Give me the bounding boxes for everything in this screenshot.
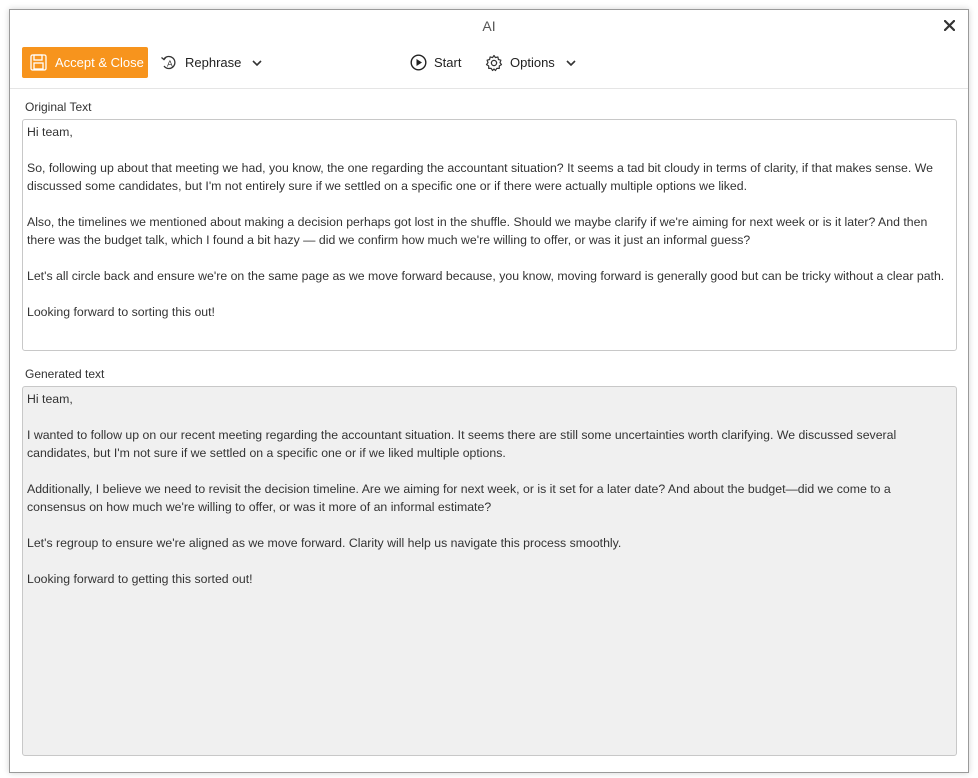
chevron-down-icon — [566, 60, 576, 66]
start-label: Start — [434, 55, 462, 70]
close-button[interactable] — [938, 14, 960, 36]
original-paragraph: Hi team, — [27, 125, 73, 139]
original-text-area[interactable] — [22, 119, 957, 351]
rephrase-label: Rephrase — [185, 55, 242, 70]
options-button[interactable] — [485, 47, 576, 78]
original-paragraph: Let's all circle back and ensure we're on the same page as we move forward because, you know, moving forward is generally good but can be tricky without a clear path. — [27, 269, 945, 283]
toolbar — [10, 40, 968, 89]
play-circle-icon — [410, 54, 427, 71]
window-title: AI — [482, 18, 496, 34]
generated-text-area[interactable] — [22, 386, 957, 756]
original-paragraph: Also, the timelines we mentioned about making a decision perhaps got lost in the shuffle. Should we maybe clarify if we're aiming for next week or is it later? And then there was the budget talk, which I found a bit hazy — did we confirm how much we're willing to offer, or was it just an informal guess? — [27, 215, 928, 247]
original-paragraph: So, following up about that meeting we had, you know, the one regarding the accountant situation? It seems a tad bit cloudy in terms of clarity, if that makes sense. We discussed some candidates, but I'm not entirely sure if we settled on a specific one or if there were actually multiple options we liked. — [27, 161, 933, 193]
options-label: Options — [510, 55, 555, 70]
svg-text:A: A — [167, 58, 173, 69]
generated-paragraph: Looking forward to getting this sorted out! — [27, 572, 253, 586]
title-bar — [10, 10, 968, 40]
rephrase-button[interactable] — [160, 47, 262, 78]
generated-paragraph: Additionally, I believe we need to revisit the decision timeline. Are we aiming for next week, or is it set for a later date? And about the budget—did we come to a consensus on how much we're willing to offer, or was it more of an informal estimate? — [27, 482, 891, 514]
original-text-label: Original Text — [25, 100, 92, 114]
generated-paragraph: Hi team, — [27, 392, 73, 406]
accept-close-button[interactable] — [22, 47, 148, 78]
save-icon — [30, 54, 47, 71]
rephrase-icon — [160, 54, 178, 71]
chevron-down-icon — [252, 60, 262, 66]
generated-text-label: Generated text — [25, 367, 105, 381]
gear-icon — [485, 54, 503, 72]
generated-paragraph: I wanted to follow up on our recent meeting regarding the accountant situation. It seems there are still some uncertainties worth clarifying. We discussed several candidates, but I'm not sure if we settled on a specific one or if we liked multiple options. — [27, 428, 897, 460]
accept-close-label: Accept & Close — [55, 55, 144, 70]
close-icon — [944, 20, 955, 31]
ai-dialog — [9, 9, 969, 773]
start-button[interactable] — [410, 47, 461, 78]
original-paragraph: Looking forward to sorting this out! — [27, 305, 215, 319]
generated-paragraph: Let's regroup to ensure we're aligned as we move forward. Clarity will help us navigate this process smoothly. — [27, 536, 622, 550]
